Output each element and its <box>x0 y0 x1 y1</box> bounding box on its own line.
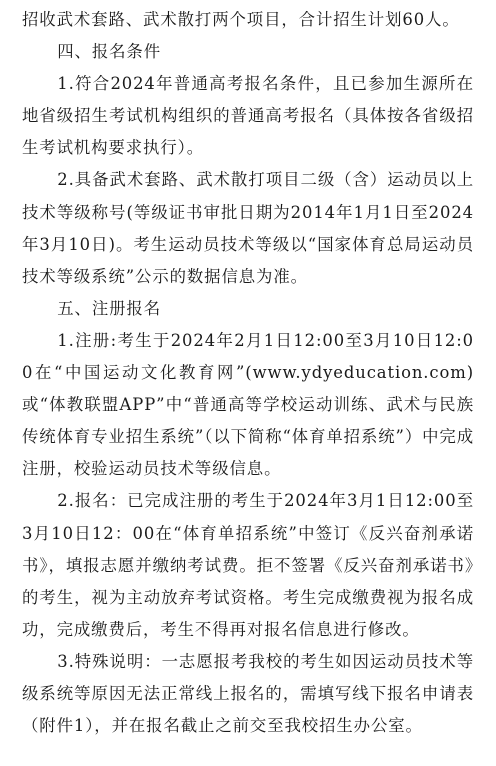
paragraph-condition-2: 2.具备武术套路、武术散打项目二级（含）运动员以上技术等级称号(等级证书审批日期为2014年1月1日至2024年3月10日)。考生运动员技术等级以“国家体育总局运动员技术等级系统”公示的数据信息为准。 <box>22 170 474 286</box>
paragraph-signup-register: 1.注册:考生于2024年2月1日12:00至3月10日12:00在“中国运动文化教育网”(www.ydyeducation.com)或“体教联盟APP”中“普通高等学校运动训练、武术与民族传统体育专业招生系统”（以下简称“体育单招系统”）中完成注册，校验运动员技术等级信息。 <box>22 330 474 479</box>
paragraph-quota-continuation: 招收武术套路、武术散打两个项目，合计招生计划60人。 <box>22 10 460 29</box>
document-body <box>22 4 474 742</box>
section-heading-signup: 五、注册报名 <box>57 298 161 318</box>
section-heading-registration-conditions: 四、报名条件 <box>57 42 161 62</box>
paragraph-signup-apply: 2.报名：已完成注册的考生于2024年3月1日12:00至3月10日12：00在“体育单招系统”中签订《反兴奋剂承诺书》，填报志愿并缴纳考试费。拒不签署《反兴奋剂承诺书》的考生，视为主动放弃考试资格。考生完成缴费视为报名成功，完成缴费后，考生不得再对报名信息进行修改。 <box>22 491 474 639</box>
paragraph-special-note: 3.特殊说明：一志愿报考我校的考生如因运动员技术等级系统等原因无法正常线上报名的，需填写线下报名申请表（附件1），并在报名截止之前交至我校招生办公室。 <box>22 651 474 736</box>
paragraph-condition-1: 1.符合2024年普通高考报名条件，且已参加生源所在地省级招生考试机构组织的普通高考报名（具体按各省级招生考试机构要求执行）。 <box>22 74 474 158</box>
